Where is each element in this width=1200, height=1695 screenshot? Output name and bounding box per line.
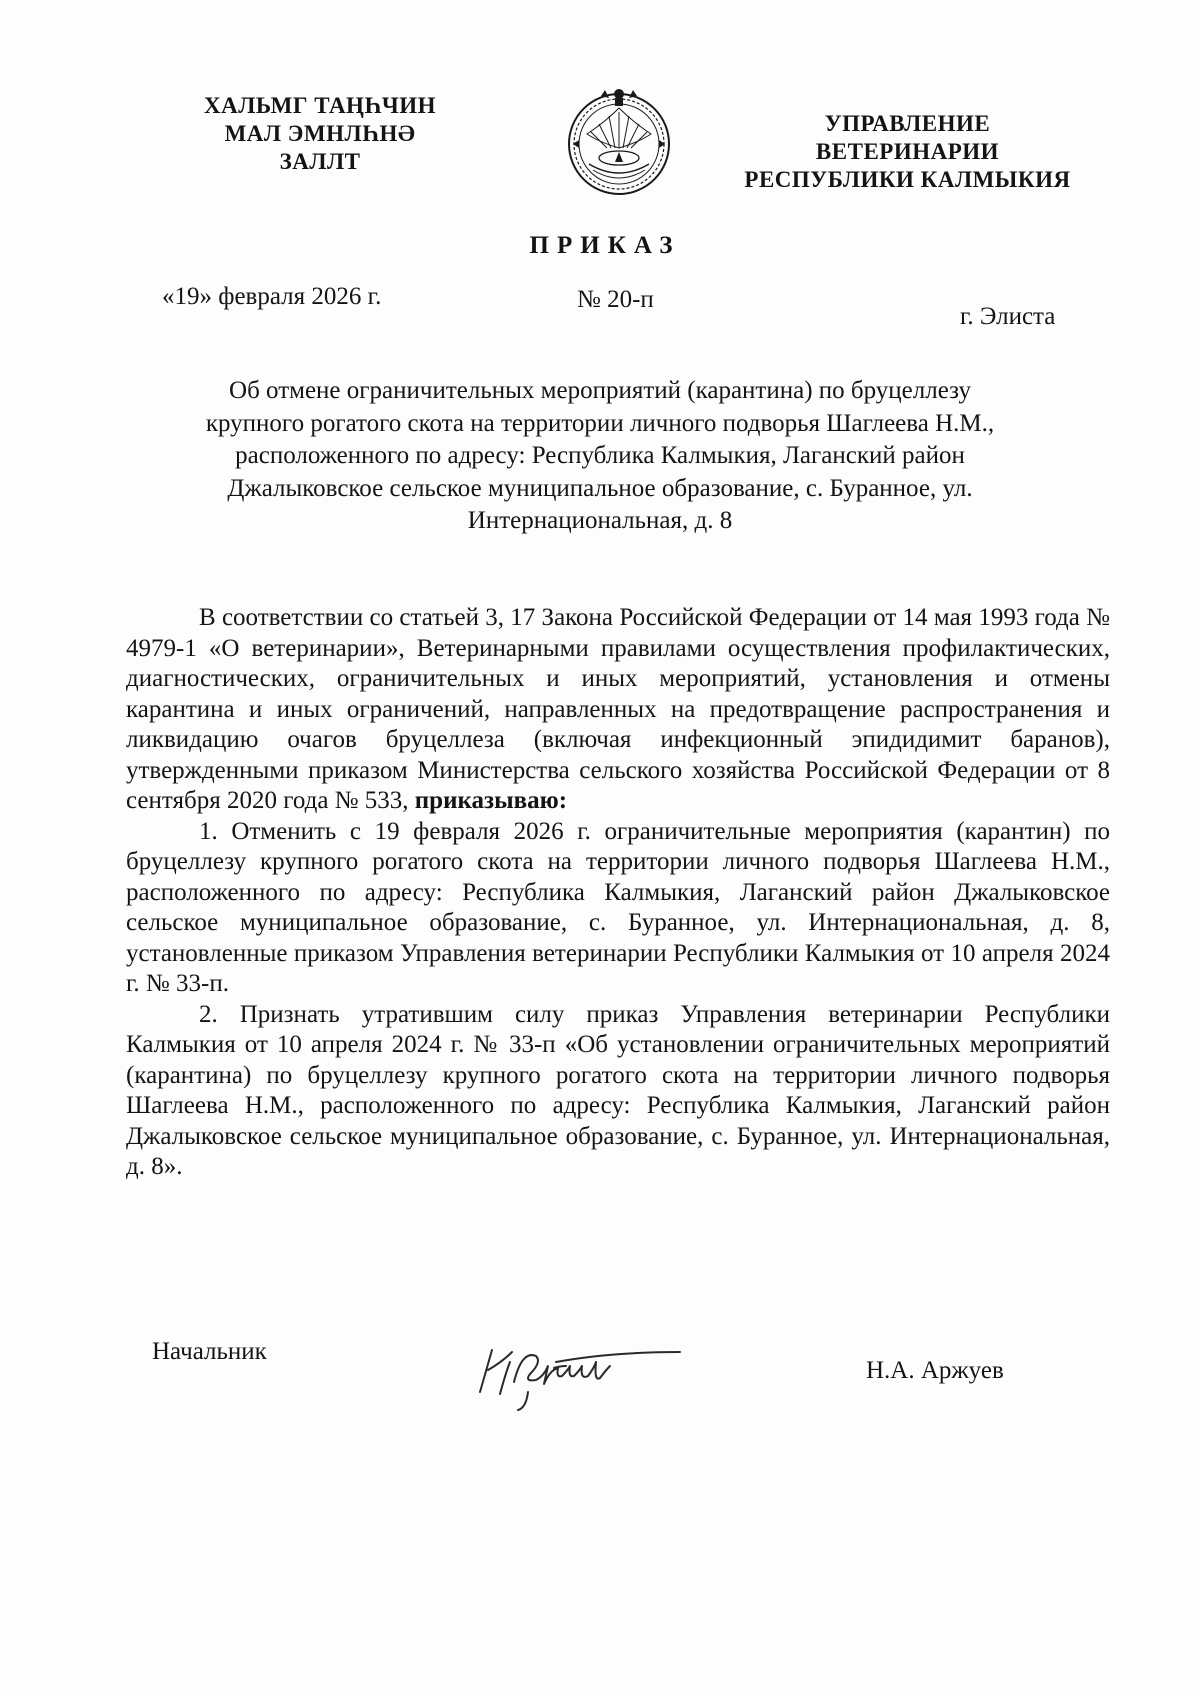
preamble-text: В соответствии со статьей 3, 17 Закона Российской Федерации от 14 мая 1993 года № 4979-1 «О ветеринарии», Ветеринарными правилами осуществления профилактических, диагностических, ограничительных и иных мероприятий, установления и отмены карантина и иных ограничений, направленных на предотвращение распространения и ликвидацию очагов бруцеллеза (включая инфекционный эпидидимит баранов), утвержденными приказом Министерства сельского хозяйства Российской Федерации от 8 сентября 2020 года № 533, xyxy=(126,604,1110,814)
signatory-name: Н.А. Аржуев xyxy=(866,1357,1004,1384)
subject-line: Об отмене ограничительных мероприятий (карантина) по бруцеллезу xyxy=(229,377,971,404)
order-word: приказываю: xyxy=(414,787,568,814)
document-number: № 20-п xyxy=(577,286,654,313)
header-left-line: ХАЛЬМГ ТАҢҺЧИН xyxy=(204,93,436,118)
header-russian-title xyxy=(735,110,1080,194)
order-item-2: 2. Признать утратившим силу приказ Управления ветеринарии Республики Калмыкия от 10 апреля 2024 г. № 33-п «Об установлении ограничительных мероприятий (карантина) по бруцеллезу крупного рогатого скота на территории личного подворья Шаглеева Н.М., расположенного по адресу: Республика Калмыкия, Лаганский район Джалыковское сельское муниципальное образование, с. Буранное, ул. Интернациональная, д. 8». xyxy=(126,1000,1110,1180)
preamble-paragraph xyxy=(126,603,1110,817)
order-item-1: 1. Отменить с 19 февраля 2026 г. ограничительные мероприятия (карантин) по бруцеллезу крупного рогатого скота на территории личного подворья Шаглеева Н.М., расположенного по адресу: Республика Калмыкия, Лаганский район Джалыковское сельское муниципальное образование, с. Буранное, ул. Интернациональная, д. 8, установленные приказом Управления ветеринарии Республики Калмыкия от 10 апреля 2024 г. № 33-п. xyxy=(126,817,1110,997)
document-date: «19» февраля 2026 г. xyxy=(162,283,382,310)
header-right-line: УПРАВЛЕНИЕ xyxy=(824,111,991,136)
header-kalmyk-title xyxy=(195,92,445,176)
subject-line: расположенного по адресу: Республика Калмыкия, Лаганский район xyxy=(235,442,965,469)
header-left-line: ЗАЛЛТ xyxy=(279,149,361,174)
handwritten-signature-icon xyxy=(470,1322,690,1412)
subject-line: Джалыковское сельское муниципальное образование, с. Буранное, ул. xyxy=(227,474,973,502)
document-body xyxy=(126,603,1110,1183)
signatory-title: Начальник xyxy=(152,1338,267,1365)
coat-of-arms-icon xyxy=(565,82,673,204)
document-type: ПРИКАЗ xyxy=(529,232,681,259)
header-right-line: ВЕТЕРИНАРИИ xyxy=(815,139,1000,164)
header-right-line: РЕСПУБЛИКИ КАЛМЫКИЯ xyxy=(744,167,1071,192)
document-subject xyxy=(150,375,1050,538)
header-left-line: МАЛ ЭМНЛҺНƏ xyxy=(224,121,416,146)
subject-line: Интернациональная, д. 8 xyxy=(467,507,733,534)
subject-line: крупного рогатого скота на территории личного подворья Шаглеева Н.М., xyxy=(205,409,995,437)
document-city: г. Элиста xyxy=(960,303,1056,330)
